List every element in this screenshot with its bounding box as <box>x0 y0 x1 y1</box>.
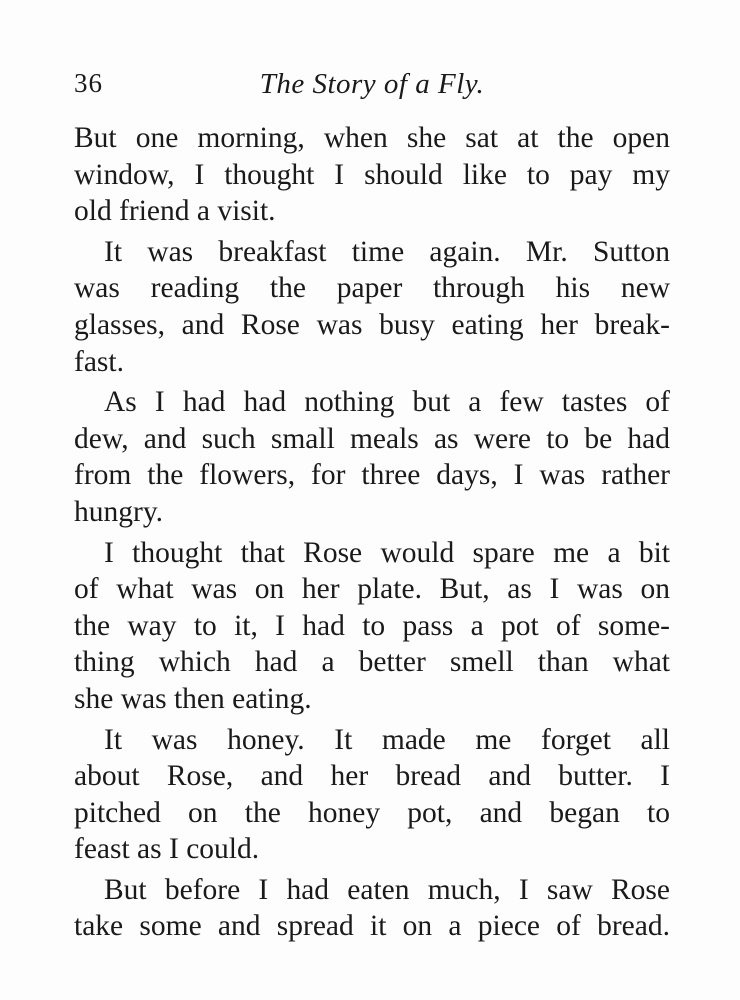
text-line: thing which had a better smell than what <box>74 646 670 679</box>
text-line: from the flowers, for three days, I was rather <box>74 459 670 492</box>
text-line: hungry. <box>74 495 164 528</box>
text-line: It was breakfast time again. Mr. Sutton <box>104 235 670 268</box>
text-line: But one morning, when she sat at the open <box>74 122 670 154</box>
text-line: of what was on her plate. But, as I was on <box>74 573 670 606</box>
paragraph <box>74 120 670 230</box>
text-line: window, I thought I should like to pay my <box>74 158 670 191</box>
text-line: glasses, and Rose was busy eating her break- <box>74 308 670 341</box>
text-line: pitched on the honey pot, and began to <box>74 796 670 829</box>
paragraph <box>74 722 670 868</box>
paragraph <box>74 872 670 945</box>
text-line: fast. <box>74 345 124 378</box>
text-line: feast as I could. <box>74 833 260 866</box>
text-line: she was then eating. <box>74 682 312 715</box>
text-line: It was honey. It made me forget all <box>104 723 670 756</box>
text-line: As I had had nothing but a few tastes of <box>104 386 670 419</box>
text-line: But before I had eaten much, I saw Rose <box>104 873 670 906</box>
paragraph <box>74 234 670 380</box>
running-title: The Story of a Fly. <box>259 68 485 100</box>
text-line: the way to it, I had to pass a pot of some- <box>74 609 670 642</box>
paragraph <box>74 535 670 718</box>
text-line: dew, and such small meals as were to be had <box>74 422 670 455</box>
text-line: I thought that Rose would spare me a bit <box>104 536 670 569</box>
text-line: old friend a visit. <box>74 195 276 228</box>
page-number: 36 <box>74 68 103 98</box>
body-text <box>74 120 670 949</box>
page-header <box>74 68 670 108</box>
text-line: was reading the paper through his new <box>74 272 670 305</box>
text-line: take some and spread it on a piece of bread. <box>74 910 670 943</box>
text-line: about Rose, and her bread and butter. I <box>74 760 670 793</box>
paragraph <box>74 384 670 530</box>
